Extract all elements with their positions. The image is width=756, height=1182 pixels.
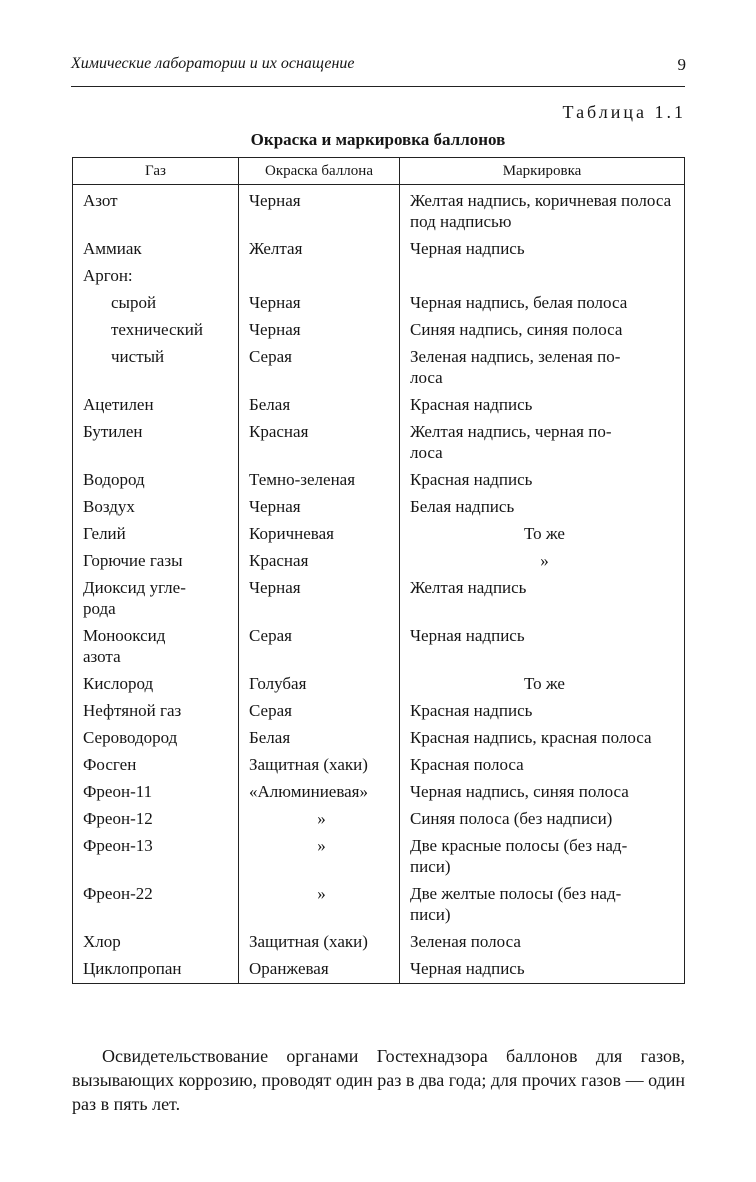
cell-gas: Воздух: [73, 496, 239, 523]
running-title: Химические лаборатории и их оснащение: [71, 55, 355, 72]
cell-gas: Фреон-22: [73, 883, 239, 931]
cell-marking: Черная надпись, белая полоса: [400, 292, 685, 319]
table-row: [73, 958, 685, 984]
table-row: [73, 808, 685, 835]
cell-marking: Белая надпись: [400, 496, 685, 523]
cell-gas: Хлор: [73, 931, 239, 958]
cell-color: »: [239, 835, 400, 883]
cell-marking: [400, 265, 685, 292]
cell-color: Оранжевая: [239, 958, 400, 984]
cell-marking: Желтая надпись, коричневая полоса под надписью: [400, 185, 685, 239]
cell-color: »: [239, 808, 400, 835]
table-row: [73, 394, 685, 421]
cell-color: Красная: [239, 421, 400, 469]
table-row: [73, 496, 685, 523]
cell-color: Серая: [239, 625, 400, 673]
table-row: [73, 931, 685, 958]
table-row: [73, 265, 685, 292]
cell-gas: Диоксид угле- рода: [73, 577, 239, 625]
table-header-row: [73, 158, 685, 185]
cell-marking: Черная надпись, синяя полоса: [400, 781, 685, 808]
cell-gas: Фосген: [73, 754, 239, 781]
cell-marking: Красная надпись: [400, 700, 685, 727]
table-row: [73, 625, 685, 673]
cell-marking: То же: [400, 673, 685, 700]
column-header-color: Окраска баллона: [239, 158, 400, 185]
body-paragraph: Освидетельствование органами Гостехнадзора баллонов для газов, вызывающих коррозию, проводят один раз в два года; для прочих газов — один раз в пять лет.: [72, 1046, 685, 1114]
cell-gas: Гелий: [73, 523, 239, 550]
cell-color: [239, 265, 400, 292]
table-row: [73, 781, 685, 808]
table-row: [73, 421, 685, 469]
cell-gas: Монооксид азота: [73, 625, 239, 673]
cell-gas: чистый: [73, 346, 239, 394]
cell-color: Белая: [239, 394, 400, 421]
cell-color: Черная: [239, 292, 400, 319]
table-row: [73, 523, 685, 550]
cell-color: Защитная (хаки): [239, 754, 400, 781]
cell-marking: Черная надпись: [400, 238, 685, 265]
cell-marking: То же: [400, 523, 685, 550]
cell-color: Черная: [239, 496, 400, 523]
table-row: [73, 727, 685, 754]
cell-gas: Сероводород: [73, 727, 239, 754]
cell-marking: Две красные полосы (без над- писи): [400, 835, 685, 883]
page-number: 9: [677, 55, 686, 74]
table-row: [73, 469, 685, 496]
cell-color: Голубая: [239, 673, 400, 700]
cell-color: Коричневая: [239, 523, 400, 550]
cell-gas: Нефтяной газ: [73, 700, 239, 727]
cell-gas: Фреон-13: [73, 835, 239, 883]
cell-marking: Черная надпись: [400, 625, 685, 673]
cell-color: Серая: [239, 346, 400, 394]
table-row: [73, 754, 685, 781]
cell-color: Черная: [239, 185, 400, 239]
cell-gas: Кислород: [73, 673, 239, 700]
cell-color: »: [239, 883, 400, 931]
cell-marking: Красная надпись: [400, 469, 685, 496]
table-row: [73, 346, 685, 394]
table-row: [73, 577, 685, 625]
table-number: Таблица 1.1: [562, 102, 686, 122]
cell-marking: »: [400, 550, 685, 577]
table-row: [73, 185, 685, 239]
cell-color: Защитная (хаки): [239, 931, 400, 958]
cell-marking: Красная полоса: [400, 754, 685, 781]
column-header-gas: Газ: [73, 158, 239, 185]
cell-marking: Желтая надпись: [400, 577, 685, 625]
cell-color: Черная: [239, 319, 400, 346]
cell-gas: Фреон-12: [73, 808, 239, 835]
cell-marking: Синяя полоса (без надписи): [400, 808, 685, 835]
cell-color: Красная: [239, 550, 400, 577]
cell-gas: Водород: [73, 469, 239, 496]
cell-color: Темно-зеленая: [239, 469, 400, 496]
cell-marking: Красная надпись: [400, 394, 685, 421]
cell-gas: Горючие газы: [73, 550, 239, 577]
cell-marking: Желтая надпись, черная по- лоса: [400, 421, 685, 469]
cell-marking: Зеленая полоса: [400, 931, 685, 958]
table-row: [73, 550, 685, 577]
cell-marking: Черная надпись: [400, 958, 685, 984]
table-row: [73, 700, 685, 727]
table-title: Окраска и маркировка баллонов: [250, 130, 506, 149]
table-row: [73, 835, 685, 883]
cell-marking: Две желтые полосы (без над- писи): [400, 883, 685, 931]
cell-color: Черная: [239, 577, 400, 625]
cell-color: «Алюминиевая»: [239, 781, 400, 808]
cell-gas: Аммиак: [73, 238, 239, 265]
cell-gas: технический: [73, 319, 239, 346]
header-rule: [71, 86, 685, 87]
cell-gas: Фреон-11: [73, 781, 239, 808]
cell-color: Серая: [239, 700, 400, 727]
cylinder-marking-table: [72, 157, 685, 984]
cell-gas: Аргон:: [73, 265, 239, 292]
table-row: [73, 238, 685, 265]
table-row: [73, 883, 685, 931]
cell-gas: Бутилен: [73, 421, 239, 469]
cell-gas: сырой: [73, 292, 239, 319]
cell-marking: Синяя надпись, синяя полоса: [400, 319, 685, 346]
cell-gas: Азот: [73, 185, 239, 239]
table-row: [73, 292, 685, 319]
cell-color: Желтая: [239, 238, 400, 265]
table-row: [73, 673, 685, 700]
cell-gas: Циклопропан: [73, 958, 239, 984]
table-row: [73, 319, 685, 346]
cell-gas: Ацетилен: [73, 394, 239, 421]
cell-marking: Красная надпись, красная полоса: [400, 727, 685, 754]
cell-color: Белая: [239, 727, 400, 754]
cell-marking: Зеленая надпись, зеленая по- лоса: [400, 346, 685, 394]
column-header-marking: Маркировка: [400, 158, 685, 185]
